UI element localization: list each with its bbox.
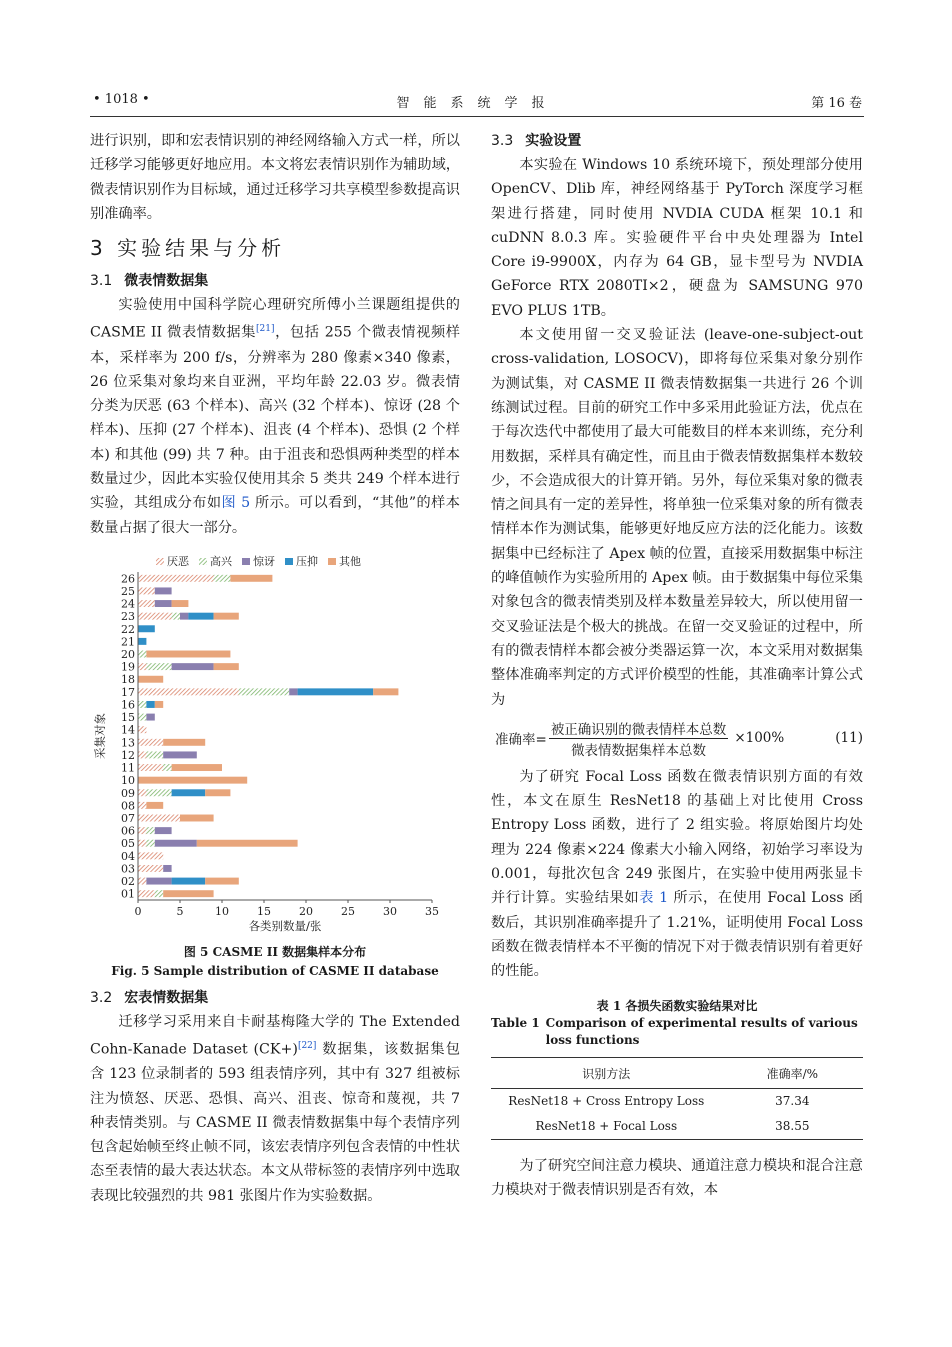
legend-label-3: 压抑 [296, 554, 318, 568]
section-3-title: 3 实验结果与分析 [90, 236, 286, 261]
bar-07-0 [138, 814, 180, 821]
legend-label-4: 其他 [339, 554, 361, 568]
header-rule [90, 116, 864, 117]
text-run: 迁移学习采用来自卡耐基梅隆大学的 The Extended Cohn-Kanade Dataset (CK+) [90, 1013, 460, 1058]
bar-23-2 [180, 613, 188, 620]
bar-26-1 [214, 575, 231, 582]
formula-numerator: 被正确识别的微表情样本总数 [549, 718, 729, 739]
y-tick-label: 15 [121, 710, 135, 724]
legend-swatch-4 [328, 558, 336, 565]
figure-5-chart [90, 550, 462, 942]
bar-18-4 [138, 676, 163, 683]
bar-16-1 [138, 701, 146, 708]
bar-23-1 [172, 613, 180, 620]
legend-label-2: 惊讶 [253, 554, 275, 568]
bar-25-0 [138, 587, 155, 594]
table-cell-accuracy: 37.34 [775, 1093, 810, 1108]
section-title: 微表情数据集 [124, 273, 209, 290]
paragraph-intro: 进行识别，即和宏表情识别的神经网络输入方式一样，所以迁移学习能够更好地应用。本文将宏表情识别作为辅助域，微表情识别作为目标域，通过迁移学习共享模型参数提高识别准确率。 [90, 133, 460, 222]
y-tick-label: 18 [121, 673, 135, 687]
paragraph-setup: 本实验在 Windows 10 系统环境下，预处理部分使用 OpenCV、Dlib 库，神经网络基于 PyTorch 深度学习框架进行搭建，同时使用 NVDIA CUDA 框架 10.1 和 cuDNN 8.0.3 库。实验硬件平台中央处理器为 Intel Core i9-9900X，内存为 64 GB，显卡型号为 NVDIA GeForce RTX 2080TI×2，硬盘为 SAMSUNG 970 EVO PLUS 1TB。 [491, 157, 863, 319]
y-tick-label: 04 [121, 849, 135, 863]
bar-15-1 [138, 713, 146, 720]
text-run: 实验使用中国科学院心理研究所傅小兰课题组提供的 CASME II 微表情数据集 [90, 297, 460, 342]
bar-01-0 [138, 890, 155, 897]
x-tick-label: 35 [425, 904, 439, 918]
y-tick-label: 13 [121, 736, 135, 750]
text-run: 所示。可以看到，“其他”的样本数量占据了很大一部分。 [90, 495, 460, 536]
y-tick-label: 17 [121, 685, 135, 699]
bar-23-4 [214, 613, 239, 620]
bar-26-4 [230, 575, 272, 582]
table-cell-method: ResNet18 + Focal Loss [491, 1114, 722, 1140]
text-run: 所示，在使用 Focal Loss 函数后，其识别准确率提升了 1.21%，证明使用 Focal Loss 函数在微表情样本不平衡的情况下对于微表情识别有着更好的性能。 [491, 890, 863, 980]
bar-03-0 [138, 865, 163, 872]
formula-denominator: 微表情数据集样本总数 [571, 742, 707, 759]
citation-21[interactable]: [21] [256, 324, 275, 335]
y-tick-label: 03 [121, 862, 135, 876]
accuracy-formula [495, 718, 863, 759]
bar-17-3 [298, 688, 374, 695]
section-number: 3.1 [90, 273, 113, 290]
y-tick-label: 14 [121, 723, 135, 737]
y-tick-label: 19 [121, 660, 135, 674]
table-row [491, 1088, 863, 1114]
legend-label-1: 高兴 [210, 554, 232, 568]
bar-17-4 [373, 688, 398, 695]
bar-17-0 [138, 688, 239, 695]
bar-26-0 [138, 575, 214, 582]
y-tick-label: 16 [121, 698, 135, 712]
bar-chart-svg [90, 550, 462, 942]
bar-11-4 [172, 764, 222, 771]
bar-20-1 [138, 650, 146, 657]
figure-caption-en: Fig. 5 Sample distribution of CASME II database [111, 963, 439, 978]
y-tick-label: 10 [121, 774, 135, 788]
section-3-3-heading [491, 129, 863, 153]
y-tick-label: 11 [121, 761, 135, 775]
paragraph-casme [90, 293, 460, 540]
y-tick-label: 21 [121, 635, 135, 649]
bar-02-4 [205, 877, 239, 884]
section-number: 3.3 [491, 133, 514, 149]
section-3-1-heading [90, 269, 460, 293]
bar-09-4 [205, 789, 230, 796]
y-tick-label: 23 [121, 610, 135, 624]
bar-04-0 [138, 852, 163, 859]
bar-05-4 [197, 840, 298, 847]
bar-13-0 [138, 739, 163, 746]
bar-01-4 [163, 890, 213, 897]
legend-swatch-2 [242, 558, 250, 565]
bar-01-1 [155, 890, 163, 897]
formula-fraction [549, 718, 729, 759]
page-number: • 1018 • [93, 92, 150, 107]
y-tick-label: 09 [121, 786, 135, 800]
journal-name: 智能系统学报 [396, 96, 559, 111]
paragraph-ckplus [90, 1010, 460, 1208]
bar-22-3 [138, 625, 155, 632]
paragraph-losocv: 本文使用留一交叉验证法 (leave-one-subject-out cross-validation, LOSOCV)，即将每位采集对象分别作为测试集，对 CASME II 微表情数据集一共进行 26 个训练测试过程。目前的研究工作中多采用此验证方法，优点在于每次迭代中都使用了最大可能数目的样本来训练，充分利用数据，采样具有确定性，而且由于微表情数据集样本数较少，不会造成很大的计算开销。另外，每位采集对象的微表情之间具有一定的差异性，将单独一位采集对象的所有微表情样本作为测试集，能够更好地反应方法的泛化能力。该数据集中已经标注了 Apex 帧的位置，直接采用数据集中标注的峰值帧作为实验所用的 Apex 帧。由于数据集中每位采集对象包含的微表情类别及样本数量差异较大，所以使用留一交叉验证法是个极大的挑战。在留一交叉验证的过程中，所有的微表情样本都会被分类器运算一次，本文采用对数据集整体准确率判定的方式评价模型的性能，其准确率计算公式为 [491, 327, 863, 708]
x-tick-label: 0 [134, 904, 142, 918]
bar-20-4 [146, 650, 230, 657]
bar-12-0 [138, 751, 146, 758]
bar-24-2 [155, 600, 172, 607]
text-run: ，包括 255 个微表情视频样本，采样率为 200 f/s，分辨率为 280 像素×340 像素，26 位采集对象均来自亚洲，平均年龄 22.03 岁。微表情分类为厌恶 (63 个样本)、高兴 (32 个样本)、惊讶 (28 个样本)、压抑 (27 个样本)、沮丧 (4 个样本)、恐惧 (2 个样本) 和其他 (99) 共 7 种。由于沮丧和恐惧两种类型的样本数量过少，因此本实验仅使用其余 5 类共 249 个样本进行实验，其组成分布如 [90, 325, 460, 512]
bar-08-4 [146, 802, 163, 809]
left-column [90, 129, 460, 1208]
y-tick-label: 24 [121, 597, 135, 611]
x-tick-label: 5 [176, 904, 184, 918]
bar-11-1 [163, 764, 171, 771]
table-cell-accuracy: 38.55 [722, 1114, 863, 1140]
bar-02-0 [138, 877, 146, 884]
bar-15-2 [146, 713, 154, 720]
x-tick-label: 25 [341, 904, 355, 918]
bar-16-4 [155, 701, 163, 708]
bar-19-0 [138, 663, 146, 670]
bar-11-0 [138, 764, 163, 771]
y-tick-label: 22 [121, 622, 135, 636]
bar-14-0 [138, 726, 146, 733]
y-tick-label: 26 [121, 572, 135, 586]
figure-caption-cn: 图 5 CASME II 数据集样本分布 [183, 944, 367, 959]
bar-23-0 [138, 613, 172, 620]
bar-06-0 [138, 827, 146, 834]
y-tick-label: 20 [121, 647, 135, 661]
legend-swatch-3 [285, 558, 293, 565]
y-tick-label: 12 [121, 748, 135, 762]
y-axis-label: 采集对象 [93, 712, 107, 759]
volume-label: 第 16 卷 [811, 96, 862, 111]
bar-16-3 [146, 701, 154, 708]
x-axis-label: 各类别数量/张 [248, 918, 322, 933]
figure-5-link[interactable]: 图 5 [221, 495, 251, 512]
bar-19-1 [146, 663, 171, 670]
legend-swatch-1 [199, 558, 207, 565]
bar-07-4 [180, 814, 214, 821]
paragraph-focal-loss [491, 765, 863, 984]
column-header-method: 识别方法 [491, 1057, 722, 1088]
bar-03-2 [163, 865, 171, 872]
table-label: Table 1 [491, 1015, 540, 1030]
bar-12-1 [146, 751, 163, 758]
right-column [491, 129, 863, 1202]
legend-swatch-0 [156, 558, 164, 565]
citation-22[interactable]: [22] [297, 1041, 317, 1052]
bar-13-4 [163, 739, 205, 746]
x-tick-label: 20 [299, 904, 313, 918]
bar-12-2 [163, 751, 197, 758]
x-tick-label: 10 [215, 904, 229, 918]
y-tick-label: 01 [121, 887, 135, 901]
x-tick-label: 15 [257, 904, 271, 918]
equation-number: (11) [835, 730, 863, 747]
bar-24-0 [138, 600, 155, 607]
table-cell-method: ResNet18 + Cross Entropy Loss [508, 1093, 705, 1108]
bar-21-3 [138, 638, 146, 645]
y-tick-label: 07 [121, 811, 135, 825]
bar-17-2 [289, 688, 297, 695]
section-title: 宏表情数据集 [124, 989, 209, 1006]
section-title: 实验设置 [525, 133, 582, 149]
bar-24-4 [172, 600, 189, 607]
y-tick-label: 05 [121, 837, 135, 851]
bar-05-0 [138, 840, 146, 847]
results-table [491, 1057, 863, 1140]
bar-17-1 [239, 688, 289, 695]
bar-06-2 [155, 827, 172, 834]
bar-02-3 [172, 877, 206, 884]
table-caption-text: Comparison of experimental results of various loss functions [545, 1015, 858, 1047]
table-row [491, 1114, 863, 1140]
x-tick-label: 30 [383, 904, 397, 918]
text-run: 数据集，该数据集包含 123 位录制者的 593 组表情序列，其中有 327 组被标注为愤怒、厌恶、恐惧、高兴、沮丧、惊奇和蔑视，共 7 种表情类别。与 CASME II 微表情数据集中每个表情序列包含起始帧至终止帧不同，该宏表情序列包含表情的中性状态至表情的最大表达状态。本文从带标签的表情序列中选取表现比较强烈的共 981 张图片作为实验数据。 [90, 1041, 460, 1204]
section-3-2-heading [90, 986, 460, 1010]
paragraph-attention: 为了研究空间注意力模块、通道注意力模块和混合注意力模块对于微表情识别是否有效，本 [491, 1157, 863, 1198]
legend-label-0: 厌恶 [167, 554, 189, 568]
column-header-accuracy: 准确率/% [722, 1057, 863, 1088]
page-header [93, 92, 862, 114]
bar-02-2 [146, 877, 171, 884]
bar-05-2 [155, 840, 197, 847]
bar-09-1 [146, 789, 171, 796]
formula-tail: ×100% [734, 730, 785, 747]
bar-09-0 [138, 789, 146, 796]
bar-05-1 [146, 840, 154, 847]
bar-25-2 [155, 587, 172, 594]
chart-legend [156, 554, 361, 568]
y-tick-label: 02 [121, 874, 135, 888]
bar-19-4 [214, 663, 239, 670]
y-tick-label: 08 [121, 799, 135, 813]
bar-23-3 [188, 613, 213, 620]
formula-lhs: 准确率= [495, 732, 547, 749]
table-header-row [491, 1057, 863, 1088]
bar-09-3 [172, 789, 206, 796]
section-number: 3.2 [90, 989, 113, 1006]
text-run: 为了研究 Focal Loss 函数在微表情识别方面的有效性，本文在原生 ResNet18 的基础上对比使用 Cross Entropy Loss 函数，进行了 2 组实验。将原始图片均处理为 224 像素×224 像素大小输入网络，初始学习率设为 0.001，每批次包含 249 张图片，在实验中使用两张显卡并行计算。实验结果如 [491, 768, 863, 907]
bar-10-4 [138, 777, 247, 784]
y-tick-label: 06 [121, 824, 135, 838]
bar-08-0 [138, 802, 146, 809]
bar-06-1 [146, 827, 154, 834]
table-1-link[interactable]: 表 1 [639, 890, 669, 907]
bar-19-2 [172, 663, 214, 670]
table-caption-en [491, 1015, 863, 1049]
table-caption-cn: 表 1 各损失函数实验结果对比 [596, 998, 758, 1013]
y-tick-label: 25 [121, 584, 135, 598]
